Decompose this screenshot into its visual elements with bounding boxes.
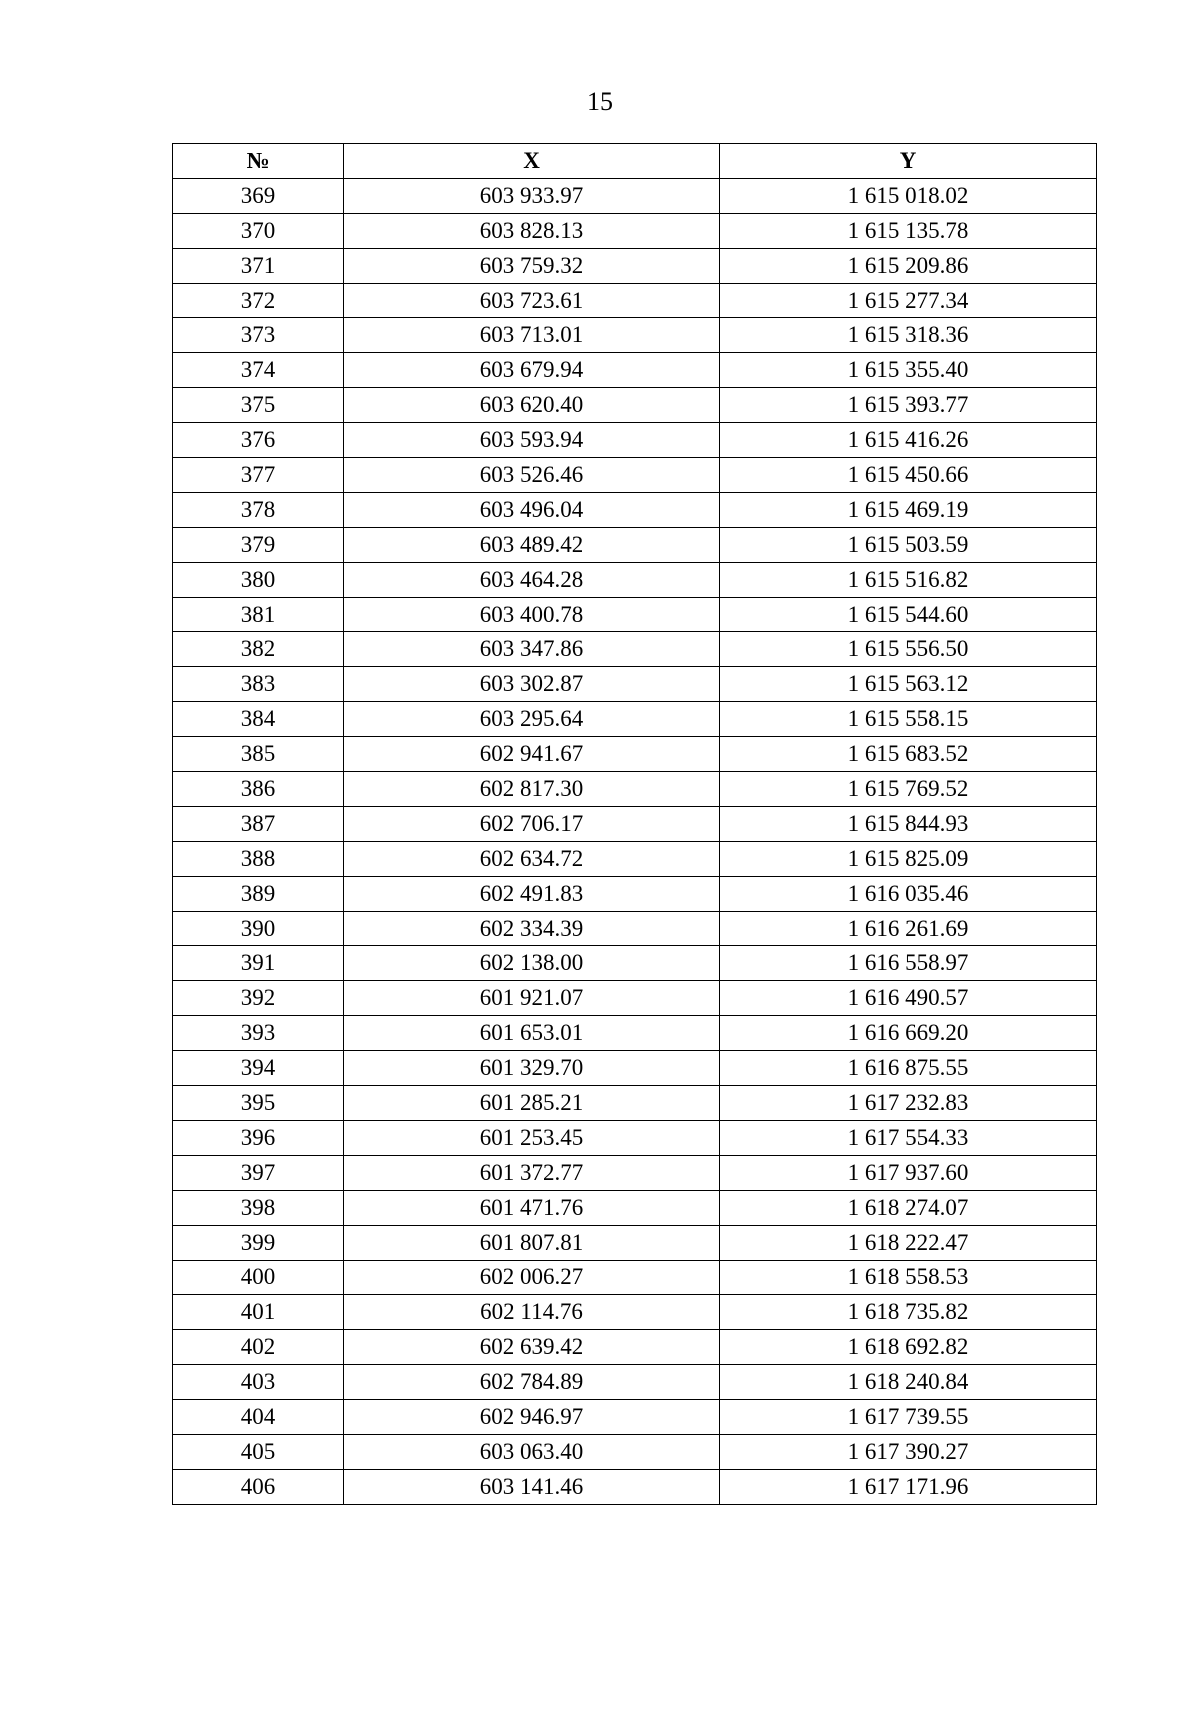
table-row	[173, 1086, 1097, 1121]
x-coordinate-cell: 602 114.76	[344, 1295, 720, 1330]
header-number: №	[173, 144, 344, 179]
row-number-cell: 393	[173, 1016, 344, 1051]
y-coordinate-cell: 1 617 171.96	[720, 1469, 1097, 1504]
row-number-cell: 387	[173, 806, 344, 841]
y-coordinate-cell: 1 618 222.47	[720, 1225, 1097, 1260]
table-row	[173, 1295, 1097, 1330]
x-coordinate-cell: 601 285.21	[344, 1086, 720, 1121]
row-number-cell: 373	[173, 318, 344, 353]
x-coordinate-cell: 602 334.39	[344, 911, 720, 946]
table-row	[173, 527, 1097, 562]
y-coordinate-cell: 1 616 490.57	[720, 981, 1097, 1016]
x-coordinate-cell: 603 759.32	[344, 248, 720, 283]
y-coordinate-cell: 1 615 018.02	[720, 178, 1097, 213]
table-row	[173, 1051, 1097, 1086]
table-row	[173, 178, 1097, 213]
row-number-cell: 375	[173, 388, 344, 423]
x-coordinate-cell: 603 828.13	[344, 213, 720, 248]
y-coordinate-cell: 1 618 274.07	[720, 1190, 1097, 1225]
x-coordinate-cell: 603 141.46	[344, 1469, 720, 1504]
table-row	[173, 737, 1097, 772]
table-row	[173, 772, 1097, 807]
y-coordinate-cell: 1 615 209.86	[720, 248, 1097, 283]
table-row	[173, 388, 1097, 423]
x-coordinate-cell: 602 634.72	[344, 841, 720, 876]
x-coordinate-cell: 601 653.01	[344, 1016, 720, 1051]
header-y: Y	[720, 144, 1097, 179]
x-coordinate-cell: 601 329.70	[344, 1051, 720, 1086]
row-number-cell: 374	[173, 353, 344, 388]
row-number-cell: 377	[173, 458, 344, 493]
x-coordinate-cell: 602 491.83	[344, 876, 720, 911]
row-number-cell: 370	[173, 213, 344, 248]
y-coordinate-cell: 1 616 035.46	[720, 876, 1097, 911]
table-row	[173, 492, 1097, 527]
table-row	[173, 562, 1097, 597]
x-coordinate-cell: 603 620.40	[344, 388, 720, 423]
y-coordinate-cell: 1 617 390.27	[720, 1434, 1097, 1469]
table-row	[173, 597, 1097, 632]
row-number-cell: 380	[173, 562, 344, 597]
x-coordinate-cell: 603 679.94	[344, 353, 720, 388]
table-row	[173, 423, 1097, 458]
table-row	[173, 806, 1097, 841]
y-coordinate-cell: 1 615 769.52	[720, 772, 1097, 807]
table-row	[173, 1016, 1097, 1051]
table-row	[173, 946, 1097, 981]
y-coordinate-cell: 1 617 739.55	[720, 1400, 1097, 1435]
row-number-cell: 390	[173, 911, 344, 946]
y-coordinate-cell: 1 618 692.82	[720, 1330, 1097, 1365]
x-coordinate-cell: 601 372.77	[344, 1155, 720, 1190]
y-coordinate-cell: 1 616 261.69	[720, 911, 1097, 946]
x-coordinate-cell: 603 302.87	[344, 667, 720, 702]
table-row	[173, 458, 1097, 493]
y-coordinate-cell: 1 615 844.93	[720, 806, 1097, 841]
header-x: X	[344, 144, 720, 179]
y-coordinate-cell: 1 615 450.66	[720, 458, 1097, 493]
table-row	[173, 1190, 1097, 1225]
table-row	[173, 702, 1097, 737]
row-number-cell: 405	[173, 1434, 344, 1469]
row-number-cell: 388	[173, 841, 344, 876]
x-coordinate-cell: 602 006.27	[344, 1260, 720, 1295]
x-coordinate-cell: 602 941.67	[344, 737, 720, 772]
y-coordinate-cell: 1 615 355.40	[720, 353, 1097, 388]
row-number-cell: 406	[173, 1469, 344, 1504]
table-body	[173, 178, 1097, 1504]
x-coordinate-cell: 603 713.01	[344, 318, 720, 353]
row-number-cell: 402	[173, 1330, 344, 1365]
x-coordinate-cell: 603 496.04	[344, 492, 720, 527]
y-coordinate-cell: 1 616 875.55	[720, 1051, 1097, 1086]
y-coordinate-cell: 1 615 556.50	[720, 632, 1097, 667]
x-coordinate-cell: 603 063.40	[344, 1434, 720, 1469]
y-coordinate-cell: 1 615 558.15	[720, 702, 1097, 737]
y-coordinate-cell: 1 615 277.34	[720, 283, 1097, 318]
row-number-cell: 398	[173, 1190, 344, 1225]
y-coordinate-cell: 1 618 240.84	[720, 1365, 1097, 1400]
x-coordinate-cell: 603 295.64	[344, 702, 720, 737]
row-number-cell: 403	[173, 1365, 344, 1400]
y-coordinate-cell: 1 615 393.77	[720, 388, 1097, 423]
table-row	[173, 283, 1097, 318]
row-number-cell: 391	[173, 946, 344, 981]
y-coordinate-cell: 1 615 563.12	[720, 667, 1097, 702]
x-coordinate-cell: 601 471.76	[344, 1190, 720, 1225]
table-row	[173, 667, 1097, 702]
row-number-cell: 381	[173, 597, 344, 632]
y-coordinate-cell: 1 615 683.52	[720, 737, 1097, 772]
x-coordinate-cell: 603 723.61	[344, 283, 720, 318]
table-row	[173, 353, 1097, 388]
row-number-cell: 396	[173, 1120, 344, 1155]
x-coordinate-cell: 603 464.28	[344, 562, 720, 597]
row-number-cell: 384	[173, 702, 344, 737]
row-number-cell: 399	[173, 1225, 344, 1260]
y-coordinate-cell: 1 616 669.20	[720, 1016, 1097, 1051]
y-coordinate-cell: 1 615 825.09	[720, 841, 1097, 876]
x-coordinate-cell: 603 526.46	[344, 458, 720, 493]
y-coordinate-cell: 1 618 558.53	[720, 1260, 1097, 1295]
x-coordinate-cell: 602 817.30	[344, 772, 720, 807]
y-coordinate-cell: 1 617 937.60	[720, 1155, 1097, 1190]
table-row	[173, 1469, 1097, 1504]
row-number-cell: 383	[173, 667, 344, 702]
x-coordinate-cell: 602 946.97	[344, 1400, 720, 1435]
x-coordinate-cell: 602 639.42	[344, 1330, 720, 1365]
coordinates-table	[172, 143, 1097, 1505]
x-coordinate-cell: 602 138.00	[344, 946, 720, 981]
row-number-cell: 379	[173, 527, 344, 562]
x-coordinate-cell: 602 784.89	[344, 1365, 720, 1400]
row-number-cell: 400	[173, 1260, 344, 1295]
y-coordinate-cell: 1 615 318.36	[720, 318, 1097, 353]
table-row	[173, 1120, 1097, 1155]
y-coordinate-cell: 1 618 735.82	[720, 1295, 1097, 1330]
table-row	[173, 632, 1097, 667]
y-coordinate-cell: 1 615 135.78	[720, 213, 1097, 248]
table-row	[173, 1155, 1097, 1190]
row-number-cell: 385	[173, 737, 344, 772]
row-number-cell: 401	[173, 1295, 344, 1330]
row-number-cell: 394	[173, 1051, 344, 1086]
x-coordinate-cell: 601 807.81	[344, 1225, 720, 1260]
table-row	[173, 911, 1097, 946]
table-row	[173, 981, 1097, 1016]
y-coordinate-cell: 1 615 516.82	[720, 562, 1097, 597]
table-row	[173, 1400, 1097, 1435]
row-number-cell: 397	[173, 1155, 344, 1190]
table-header-row	[173, 144, 1097, 179]
row-number-cell: 369	[173, 178, 344, 213]
page-number: 15	[587, 87, 613, 116]
row-number-cell: 392	[173, 981, 344, 1016]
y-coordinate-cell: 1 617 232.83	[720, 1086, 1097, 1121]
x-coordinate-cell: 603 489.42	[344, 527, 720, 562]
table-row	[173, 876, 1097, 911]
x-coordinate-cell: 601 921.07	[344, 981, 720, 1016]
table-row	[173, 1260, 1097, 1295]
x-coordinate-cell: 603 593.94	[344, 423, 720, 458]
row-number-cell: 404	[173, 1400, 344, 1435]
row-number-cell: 376	[173, 423, 344, 458]
row-number-cell: 378	[173, 492, 344, 527]
y-coordinate-cell: 1 615 544.60	[720, 597, 1097, 632]
table-row	[173, 1225, 1097, 1260]
y-coordinate-cell: 1 616 558.97	[720, 946, 1097, 981]
row-number-cell: 382	[173, 632, 344, 667]
table-row	[173, 213, 1097, 248]
x-coordinate-cell: 601 253.45	[344, 1120, 720, 1155]
row-number-cell: 386	[173, 772, 344, 807]
x-coordinate-cell: 603 933.97	[344, 178, 720, 213]
table-row	[173, 841, 1097, 876]
row-number-cell: 372	[173, 283, 344, 318]
table-row	[173, 248, 1097, 283]
table-row	[173, 1365, 1097, 1400]
row-number-cell: 371	[173, 248, 344, 283]
table-row	[173, 318, 1097, 353]
y-coordinate-cell: 1 617 554.33	[720, 1120, 1097, 1155]
y-coordinate-cell: 1 615 469.19	[720, 492, 1097, 527]
x-coordinate-cell: 603 347.86	[344, 632, 720, 667]
y-coordinate-cell: 1 615 416.26	[720, 423, 1097, 458]
table-row	[173, 1434, 1097, 1469]
row-number-cell: 389	[173, 876, 344, 911]
table-row	[173, 1330, 1097, 1365]
x-coordinate-cell: 602 706.17	[344, 806, 720, 841]
y-coordinate-cell: 1 615 503.59	[720, 527, 1097, 562]
x-coordinate-cell: 603 400.78	[344, 597, 720, 632]
row-number-cell: 395	[173, 1086, 344, 1121]
